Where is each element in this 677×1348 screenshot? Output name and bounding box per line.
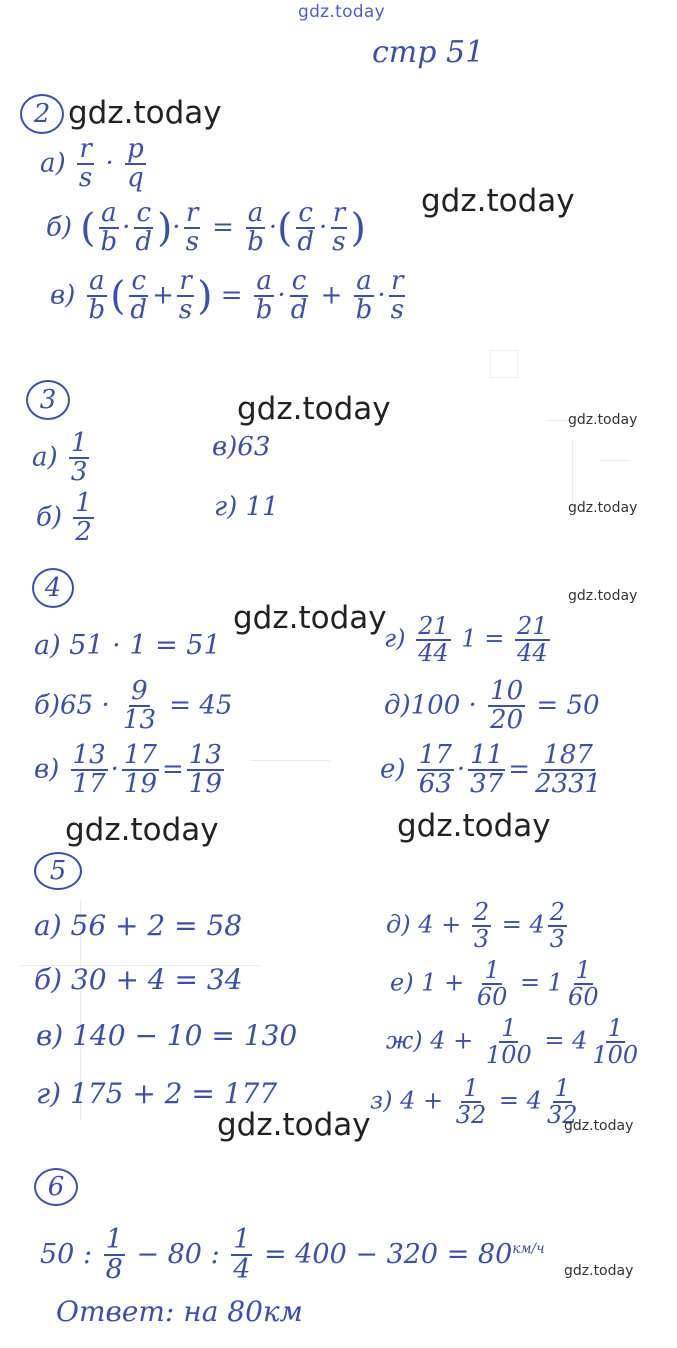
task-5-b: б) 30 + 4 = 34 bbox=[34, 963, 243, 996]
numerator: 1 bbox=[463, 1074, 479, 1102]
numerator: r bbox=[186, 198, 199, 228]
numerator: 21 bbox=[516, 612, 548, 640]
denominator: 3 bbox=[473, 925, 490, 954]
task-2-number: 2 bbox=[20, 94, 64, 134]
numerator: p bbox=[127, 134, 144, 164]
task-4-a: а) 51 · 1 = 51 bbox=[34, 630, 221, 661]
task-4-number: 4 bbox=[32, 568, 74, 608]
fraction bbox=[515, 614, 550, 666]
watermark: gdz.today bbox=[564, 1118, 634, 1134]
task-2-a bbox=[40, 136, 149, 193]
grid-line bbox=[600, 460, 630, 461]
fraction bbox=[354, 268, 375, 325]
watermark: gdz.today bbox=[397, 808, 551, 844]
fraction bbox=[133, 200, 154, 257]
denominator: b bbox=[247, 227, 264, 258]
paren: ( bbox=[277, 205, 293, 251]
denominator: 60 bbox=[568, 983, 599, 1012]
numerator: 1 bbox=[607, 1014, 623, 1042]
fraction bbox=[77, 136, 94, 193]
denominator: 100 bbox=[592, 1041, 639, 1070]
grid-line bbox=[250, 760, 330, 761]
equals: = 4 bbox=[498, 1086, 542, 1115]
numerator: c bbox=[131, 266, 147, 296]
fraction bbox=[125, 136, 146, 193]
fraction bbox=[468, 742, 505, 799]
numerator: r bbox=[179, 266, 192, 296]
task-3-a bbox=[32, 430, 92, 487]
numerator: a bbox=[101, 198, 117, 228]
denominator: s bbox=[185, 227, 199, 258]
label: б) bbox=[46, 212, 73, 243]
task-4-v: в) $\frac{13}{17}$ · $\frac{17}{19}$ = $\frac{13}{19}$ bbox=[34, 740, 222, 800]
fraction bbox=[99, 200, 120, 257]
suffix: = 50 bbox=[536, 690, 600, 721]
prefix: 65 · bbox=[60, 690, 110, 721]
numerator: 17 bbox=[123, 740, 157, 770]
equals: = 4 bbox=[544, 1026, 588, 1055]
denominator: 17 bbox=[72, 769, 106, 800]
label: а) bbox=[32, 442, 58, 473]
denominator: 2331 bbox=[535, 769, 602, 800]
fraction bbox=[548, 900, 567, 952]
denominator: 4 bbox=[233, 1254, 251, 1286]
task-5-v: в) 140 − 10 = 130 bbox=[36, 1019, 298, 1052]
denominator: b bbox=[100, 227, 118, 258]
fraction bbox=[87, 268, 108, 325]
label: е) 1 + bbox=[390, 968, 465, 997]
numerator: 9 bbox=[131, 676, 148, 706]
watermark: gdz.today bbox=[421, 183, 575, 219]
denominator: d bbox=[290, 295, 308, 326]
fraction bbox=[122, 742, 159, 799]
watermark: gdz.today bbox=[68, 95, 222, 131]
label: а) bbox=[40, 148, 66, 179]
label: з) 4 + bbox=[370, 1086, 444, 1115]
watermark: gdz.today bbox=[568, 500, 638, 516]
task-4-b bbox=[34, 678, 232, 735]
numerator: a bbox=[89, 266, 105, 296]
label: г) bbox=[384, 624, 406, 653]
fraction bbox=[484, 1016, 534, 1068]
task-4-e: е) $\frac{17}{63}$ · $\frac{11}{37}$ = $\frac{187}{2331}$ bbox=[380, 740, 602, 800]
denominator: 44 bbox=[418, 639, 449, 668]
task-3-number: 3 bbox=[26, 380, 70, 420]
task-6-number: 6 bbox=[34, 1168, 78, 1206]
task-3-b bbox=[36, 490, 97, 547]
task-5-g: г) 175 + 2 = 177 bbox=[36, 1077, 278, 1110]
denominator: 19 bbox=[123, 769, 157, 800]
numerator: 1 bbox=[75, 488, 92, 518]
denominator: s bbox=[332, 227, 346, 258]
numerator: a bbox=[247, 198, 264, 228]
numerator: 17 bbox=[418, 740, 452, 770]
result: = 400 − 320 = 80 bbox=[264, 1238, 513, 1270]
task-3-g bbox=[214, 494, 279, 520]
numerator: 2 bbox=[549, 898, 566, 926]
fraction bbox=[254, 268, 275, 325]
watermark-top: gdz.today bbox=[298, 2, 385, 22]
fraction bbox=[566, 958, 601, 1010]
numerator: c bbox=[298, 198, 313, 228]
fraction bbox=[69, 430, 90, 487]
label: е) bbox=[380, 754, 406, 785]
numerator: 2 bbox=[473, 898, 490, 926]
fraction bbox=[330, 200, 347, 257]
task-5-a: а) 56 + 2 = 58 bbox=[34, 909, 243, 942]
fraction bbox=[187, 742, 224, 799]
paren: ) bbox=[350, 205, 366, 251]
numerator: 11 bbox=[470, 740, 504, 770]
denominator: s bbox=[78, 163, 93, 194]
watermark: gdz.today bbox=[65, 812, 219, 848]
plus: + bbox=[152, 280, 174, 311]
fraction bbox=[533, 742, 603, 799]
equals: = 1 bbox=[520, 968, 564, 997]
numerator: r bbox=[332, 198, 346, 228]
task-5-zh bbox=[386, 1016, 643, 1068]
task-5-e bbox=[390, 958, 604, 1010]
denominator: b bbox=[255, 295, 273, 326]
fraction bbox=[590, 1016, 640, 1068]
fraction bbox=[454, 1076, 489, 1128]
task-2-v: в) $\frac{a}{b}$ ( $\frac{c}{d}$ + $\frac{r}{s}$ ) = $\frac{a}{b}$ · $\frac{c}{d}$ + $\frac{a}{b}$ · $\frac{r}{s}$ bbox=[50, 266, 404, 326]
numerator: 1 bbox=[105, 1224, 123, 1255]
watermark: gdz.today bbox=[233, 600, 387, 636]
denominator: 32 bbox=[455, 1101, 487, 1130]
label: в) bbox=[50, 280, 76, 311]
paren: ) bbox=[197, 273, 213, 319]
denominator: 2 bbox=[75, 517, 92, 548]
label: ж) 4 + bbox=[386, 1026, 474, 1055]
label: д) bbox=[384, 690, 411, 721]
numerator: 1 bbox=[70, 428, 88, 458]
label: в) bbox=[34, 754, 60, 785]
denominator: s bbox=[390, 295, 404, 326]
numerator: a bbox=[356, 266, 372, 296]
fraction bbox=[128, 268, 149, 325]
grid-line bbox=[490, 350, 518, 378]
fraction bbox=[73, 490, 94, 547]
numerator: c bbox=[291, 266, 307, 296]
numerator: 1 bbox=[233, 1224, 251, 1255]
denominator: d bbox=[130, 295, 148, 326]
watermark: gdz.today bbox=[568, 588, 638, 604]
middle: − 80 : bbox=[136, 1238, 220, 1270]
denominator: 100 bbox=[485, 1041, 532, 1070]
denominator: 19 bbox=[188, 769, 222, 800]
fraction bbox=[104, 1226, 125, 1285]
fraction bbox=[177, 268, 194, 325]
numerator: 21 bbox=[418, 612, 449, 640]
numerator: c bbox=[136, 198, 152, 228]
numerator: 1 bbox=[554, 1074, 570, 1102]
suffix: = 45 bbox=[169, 690, 233, 721]
fraction bbox=[289, 268, 310, 325]
numerator: 13 bbox=[72, 740, 106, 770]
task-5-z bbox=[370, 1076, 582, 1128]
value: 63 bbox=[237, 432, 271, 462]
prefix: 50 : bbox=[40, 1238, 93, 1270]
middle: 1 = bbox=[461, 624, 505, 653]
task-4-d bbox=[384, 678, 600, 735]
prefix: 100 · bbox=[410, 690, 477, 721]
denominator: b bbox=[88, 295, 106, 326]
paren: ) bbox=[157, 205, 173, 251]
fraction bbox=[71, 742, 108, 799]
denominator: 3 bbox=[70, 457, 88, 488]
fraction bbox=[245, 200, 266, 257]
label: б) bbox=[36, 502, 63, 533]
unit-bottom: ч bbox=[536, 1240, 545, 1257]
task-3-v bbox=[212, 434, 270, 460]
label: д) 4 + bbox=[386, 910, 462, 939]
denominator: s bbox=[178, 295, 193, 326]
fraction bbox=[231, 1226, 252, 1285]
label: б) bbox=[34, 690, 61, 721]
operator: · bbox=[105, 148, 114, 179]
task-2-b: б) ( $\frac{a}{b}$ · $\frac{c}{d}$ )· $\frac{r}{s}$ = $\frac{a}{b}$ ·( $\frac{c}{d}$ · $\frac{r}{s}$ ) bbox=[46, 198, 366, 258]
numerator: 1 bbox=[501, 1014, 517, 1042]
fraction bbox=[417, 742, 454, 799]
task-6-answer: Ответ: на 80км bbox=[56, 1295, 303, 1328]
equals: = bbox=[212, 212, 234, 243]
watermark: gdz.today bbox=[237, 391, 391, 427]
denominator: 60 bbox=[476, 983, 508, 1012]
paren: ( bbox=[110, 273, 126, 319]
fraction bbox=[184, 200, 201, 257]
label: в) bbox=[212, 432, 238, 462]
paren: ( bbox=[80, 205, 96, 251]
numerator: 10 bbox=[490, 676, 524, 706]
page-label: стр 51 bbox=[372, 35, 485, 70]
denominator: 8 bbox=[105, 1254, 123, 1286]
fraction bbox=[389, 268, 406, 325]
fraction bbox=[295, 200, 316, 257]
fraction bbox=[472, 900, 491, 952]
denominator: 63 bbox=[418, 769, 452, 800]
denominator: b bbox=[355, 295, 373, 326]
unit: км/ч bbox=[512, 1240, 545, 1257]
watermark: gdz.today bbox=[564, 1263, 634, 1279]
denominator: 32 bbox=[546, 1101, 578, 1130]
denominator: 3 bbox=[549, 925, 566, 954]
numerator: 13 bbox=[188, 740, 222, 770]
numerator: a bbox=[256, 266, 272, 296]
denominator: d bbox=[297, 227, 315, 258]
task-5-d bbox=[386, 900, 570, 952]
denominator: 20 bbox=[490, 705, 524, 736]
watermark: gdz.today bbox=[568, 412, 638, 428]
fraction bbox=[475, 958, 510, 1010]
numerator: 187 bbox=[543, 740, 593, 770]
numerator: 1 bbox=[575, 956, 591, 984]
value: 11 bbox=[245, 492, 279, 522]
fraction bbox=[121, 678, 158, 735]
watermark: gdz.today bbox=[217, 1107, 371, 1143]
denominator: q bbox=[127, 163, 144, 194]
denominator: 37 bbox=[470, 769, 504, 800]
label: г) bbox=[214, 492, 238, 522]
numerator: r bbox=[79, 134, 92, 164]
numerator: r bbox=[391, 266, 404, 296]
denominator: d bbox=[135, 227, 153, 258]
unit-top: км bbox=[512, 1240, 532, 1257]
fraction bbox=[416, 614, 451, 666]
task-6-expression bbox=[40, 1226, 545, 1285]
task-5-number: 5 bbox=[34, 852, 82, 890]
numerator: 1 bbox=[484, 956, 500, 984]
denominator: 44 bbox=[516, 639, 548, 668]
task-4-g bbox=[384, 614, 553, 666]
fraction bbox=[488, 678, 525, 735]
denominator: 13 bbox=[122, 705, 156, 736]
equals: = 4 bbox=[501, 910, 545, 939]
